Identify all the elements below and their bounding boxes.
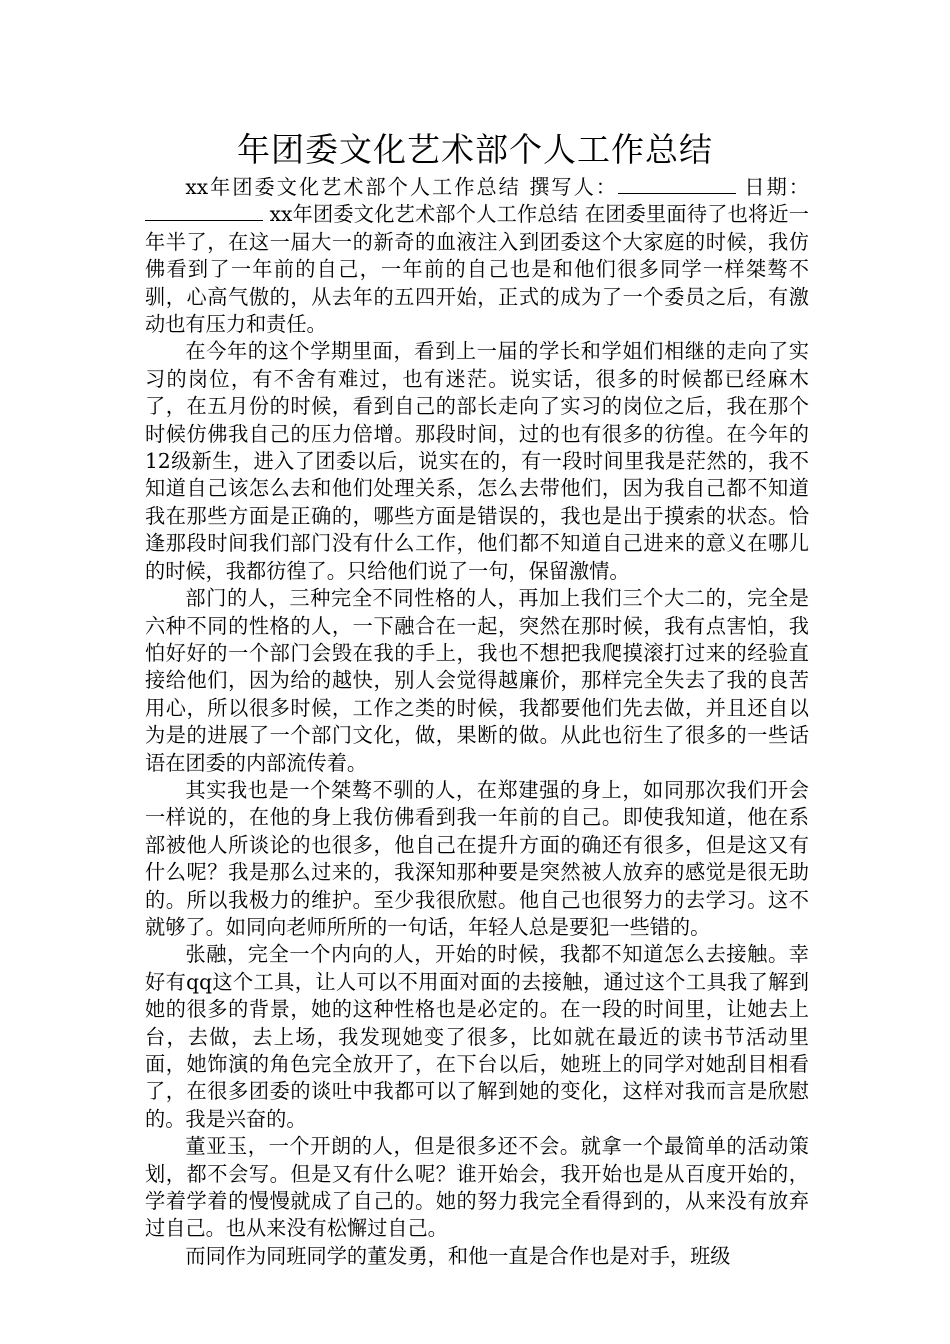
author-blank-line bbox=[618, 175, 736, 194]
document-title: 年团委文化艺术部个人工作总结 bbox=[237, 130, 713, 169]
header-text-part3: xx年团委文化艺术部个人工作总结 在团委里面待了也将近一年半了，在这一届大一的新奇的血液注入到团委这个大家庭的时候，我仿佛看到了一年前的自己，一年前的自己也是和他们很多同学一样桀骜不驯，心高气傲的，从去年的五四开始，正式的成为了一个委员之后，有激动也有压力和责任。 bbox=[145, 202, 809, 337]
document-body bbox=[145, 174, 809, 1270]
body-paragraph: 其实我也是一个桀骜不驯的人，在郑建强的身上，如同那次我们开会一样说的，在他的身上我仿佛看到我一年前的自己。即使我知道，他在系部被他人所谈论的也很多，他自己在提升方面的确还有很多，但是这又有什么呢？我是那么过来的，我深知那种要是突然被人放弃的感觉是很无助的。所以我极力的维护。至少我很欣慰。他自己也很努力的去学习。这不就够了。如同向老师所所的一句话，年轻人总是要犯一些错的。 bbox=[145, 777, 809, 939]
body-paragraph: 张融，完全一个内向的人，开始的时候，我都不知道怎么去接触。幸好有qq这个工具，让人可以不用面对面的去接触，通过这个工具我了解到她的很多的背景，她的这种性格也是必定的。在一段的时间里，让她去上台，去做，去上场，我发现她变了很多，比如就在最近的读书节活动里面，她饰演的角色完全放开了，在下台以后，她班上的同学对她刮目相看了，在很多团委的谈吐中我都可以了解到她的变化，这样对我而言是欣慰的。我是兴奋的。 bbox=[145, 942, 809, 1131]
body-paragraph: 而同作为同班同学的董发勇，和他一直是合作也是对手，班级 bbox=[185, 1243, 731, 1268]
header-text-part2: 日期： bbox=[736, 175, 809, 199]
body-paragraph: 董亚玉，一个开朗的人，但是很多还不会。就拿一个最简单的活动策划，都不会写。但是又有什么呢？谁开始会，我开始也是从百度开始的，学着学着的慢慢就成了自己的。她的努力我完全看得到的，从来没有放弃过自己。也从来没有松懈过自己。 bbox=[145, 1134, 809, 1241]
header-paragraph bbox=[145, 174, 809, 338]
header-text-part1: xx年团委文化艺术部个人工作总结 撰写人： bbox=[185, 175, 618, 199]
body-paragraph: 部门的人，三种完全不同性格的人，再加上我们三个大二的，完全是六种不同的性格的人，一下融合在一起，突然在那时候，我有点害怕，我怕好好的一个部门会毁在我的手上，我也不想把我爬摸滚打过来的经验直接给他们，因为给的越快，别人会觉得越廉价，那样完全失去了我的良苦用心，所以很多时候，工作之类的时候，我都要他们先去做，并且还自以为是的进展了一个部门文化，做，果断的做。从此也衍生了很多的一些话语在团委的内部流传着。 bbox=[145, 586, 809, 775]
body-paragraph: 在今年的这个学期里面，看到上一届的学长和学姐们相继的走向了实习的岗位，有不舍有难过，也有迷茫。说实话，很多的时候都已经麻木了，在五月份的时候，看到自己的部长走向了实习的岗位之后，我在那个时候仿佛我自己的压力倍增。那段时间，过的也有很多的彷徨。在今年的12级新生，进入了团委以后，说实在的，有一段时间里我是茫然的，我不知道自己该怎么去和他们处理关系，怎么去带他们，因为我自己都不知道我在那些方面是正确的，哪些方面是错误的，我也是出于摸索的状态。恰逢那段时间我们部门没有什么工作，他们都不知道自己进来的意义在哪儿的时候，我都彷徨了。只给他们说了一句，保留激情。 bbox=[145, 339, 809, 583]
date-blank-line bbox=[145, 202, 263, 221]
